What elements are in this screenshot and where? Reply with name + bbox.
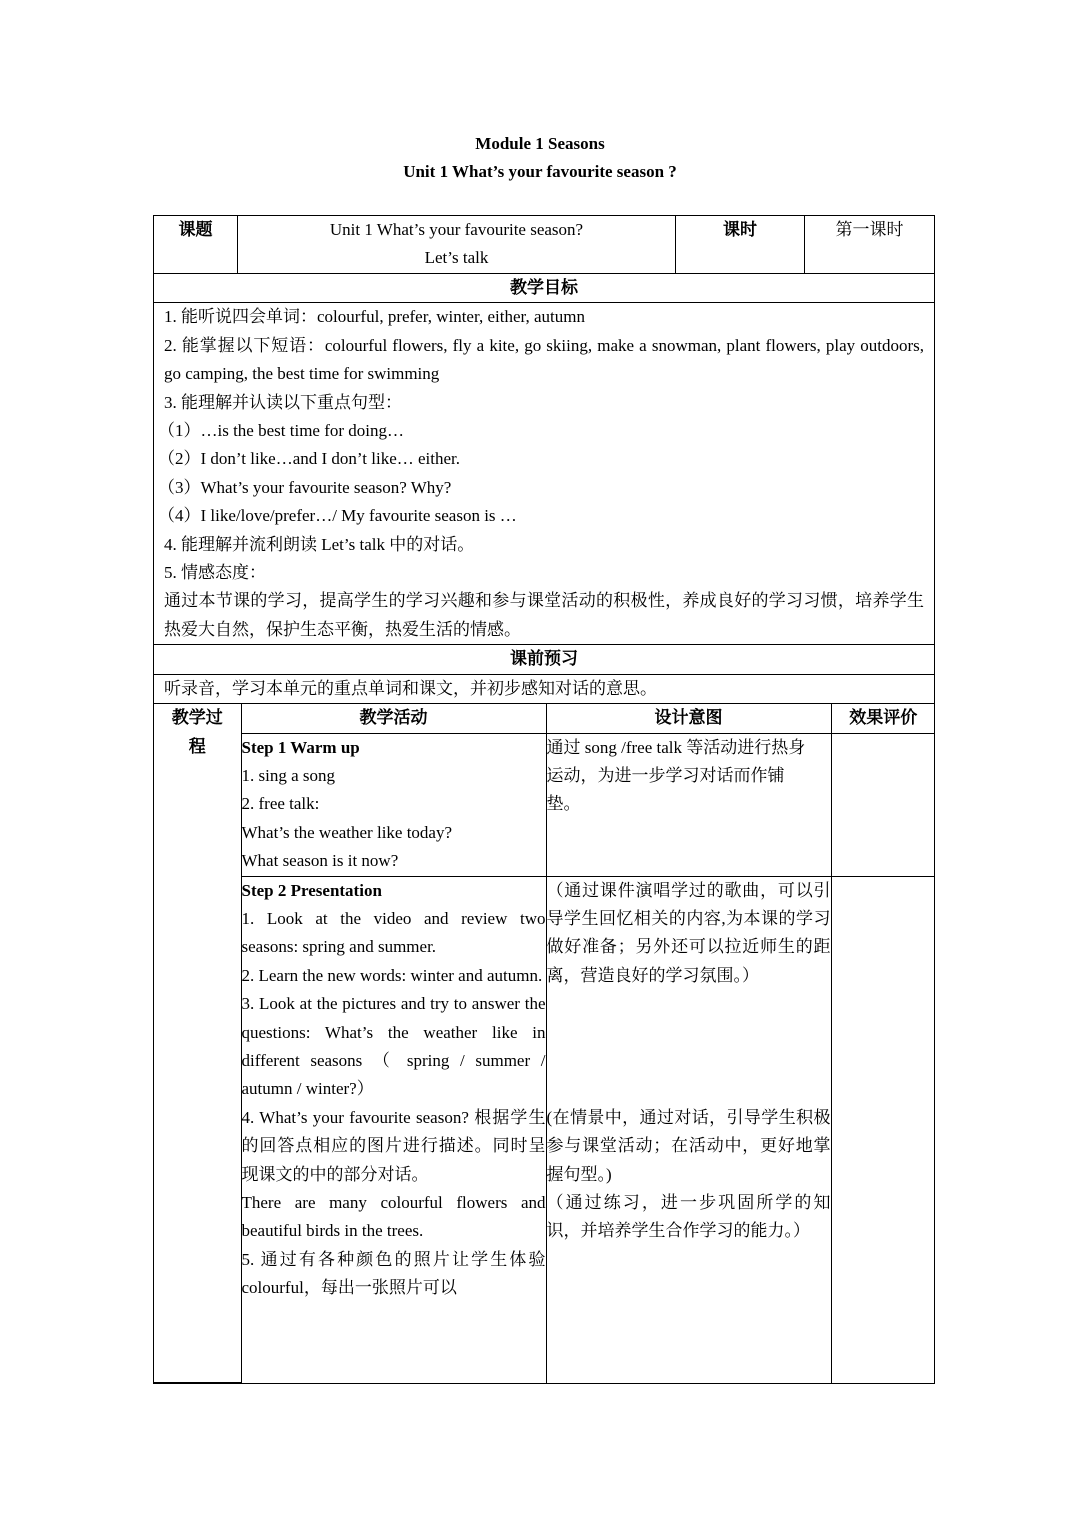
objective-item: 2. 能掌握以下短语：colourful flowers, fly a kite, go skiing, make a snowman, plant flowers, play outdoors, go camping, the best time for swimming (164, 335, 924, 384)
step2-item: 4. What’s your favourite season? 根据学生的回答点相应的图片进行描述。同时呈现课文的中的部分对话。 (241, 1107, 546, 1184)
step2-item: 5. 通过有各种颜色的照片让学生体验 colourful，每出一张照片可以 (241, 1249, 546, 1298)
step2-item: There are many colourful flowers and beautiful birds in the trees. (241, 1193, 546, 1241)
spacer (547, 1075, 831, 1103)
step2-intent (546, 876, 831, 1383)
objective-item: 4. 能理解并流利朗读 Let’s talk 中的对话。 (164, 534, 475, 554)
step1-intent-text: 通过 song /free talk 等活动进行热身运动，为进一步学习对话而作铺垫。 (546, 737, 806, 814)
objectives-heading: 教学目标 (154, 274, 935, 303)
step1-eval (831, 733, 935, 876)
spacer (547, 1047, 831, 1075)
period-label: 课时 (676, 216, 805, 274)
objective-item: 1. 能听说四会单词：colourful, prefer, winter, either, autumn (164, 307, 585, 327)
objective-item: 3. 能理解并认读以下重点句型： (164, 392, 402, 412)
step2-intent-3: （通过练习，进一步巩固所学的知识，并培养学生合作学习的能力。） (546, 1192, 831, 1241)
process-section (154, 704, 935, 1384)
step2-activity (241, 876, 546, 1383)
step1-line: What’s the weather like today? (241, 822, 453, 842)
objective-item: 通过本节课的学习，提高学生的学习兴趣和参与课堂活动的积极性，养成良好的学习习惯，培养学生热爱大自然，保护生态平衡，热爱生活的情感。 (164, 591, 924, 639)
topic-row (154, 216, 935, 274)
spacer (547, 990, 831, 1018)
step1-activity (241, 733, 546, 876)
step2-row (154, 876, 935, 1383)
step2-intent-2: (在情景中，通过对话，引导学生积极参与课堂活动；在活动中，更好地掌握句型。) (546, 1107, 831, 1184)
step2-intent-1: （通过课件演唱学过的歌曲，可以引导学生回忆相关的内容,为本课的学习做好准备；另外还可以拉近师生的距离，营造良好的学习氛围。） (546, 880, 831, 985)
objective-item: 5. 情感态度： (164, 563, 266, 583)
step1-line: What season is it now? (241, 851, 399, 871)
step1-title: Step 1 Warm up (241, 737, 360, 757)
activity-header: 教学活动 (241, 704, 546, 733)
topic-line-2: Let’s talk (424, 248, 489, 268)
period-value: 第一课时 (805, 216, 935, 274)
process-table (154, 704, 935, 1383)
step2-item: 3. Look at the pictures and try to answer the questions: What’s the weather like in different seasons （ spring / summer / autumn / winter?） (241, 994, 546, 1099)
topic-label: 课题 (154, 216, 238, 274)
objective-item: （3）What’s your favourite season? Why? (158, 477, 452, 497)
step1-intent (546, 733, 831, 876)
topic-value (238, 216, 676, 274)
step1-line: 1. sing a song (241, 765, 335, 785)
topic-line-1: Unit 1 What’s your favourite season? (329, 220, 584, 239)
preview-heading: 课前预习 (154, 645, 935, 674)
process-label-text: 教学过程 (171, 708, 223, 756)
step2-item: 2. Learn the new words: winter and autumn. (241, 965, 543, 985)
step1-line: 2. free talk: (241, 794, 320, 814)
step2-eval (831, 876, 935, 1383)
intent-header: 设计意图 (546, 704, 831, 733)
objective-item: （4）I like/love/prefer…/ My favourite season is … (158, 506, 517, 526)
process-label (154, 704, 241, 1382)
eval-header: 效果评价 (831, 704, 935, 733)
objectives-list (154, 303, 935, 645)
unit-title: Unit 1 What’s your favourite season ? (403, 162, 677, 181)
objective-item: （1）…is the best time for doing… (158, 421, 405, 441)
spacer (547, 1019, 831, 1047)
lesson-plan-table (153, 215, 935, 1384)
step2-item: 1. Look at the video and review two seasons: spring and summer. (241, 908, 546, 957)
step1-row (154, 733, 935, 876)
step2-title: Step 2 Presentation (241, 880, 382, 900)
objective-item: （2）I don’t like…and I don’t like… either. (158, 449, 461, 469)
preview-text: 听录音，学习本单元的重点单词和课文，并初步感知对话的意思。 (154, 674, 935, 703)
module-title: Module 1 Seasons (475, 134, 605, 153)
